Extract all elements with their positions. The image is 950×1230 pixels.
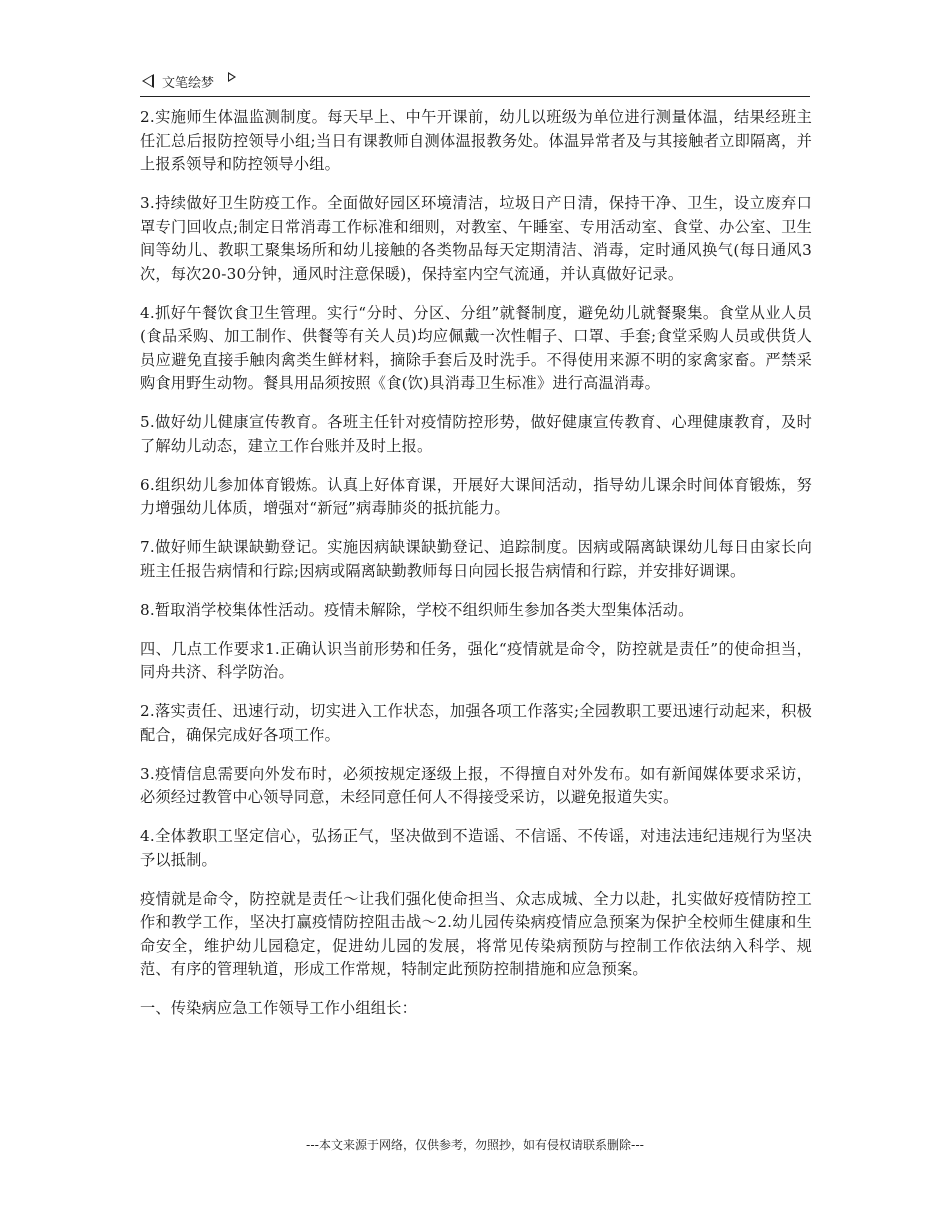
triangle-left-icon (142, 74, 154, 88)
paragraph: 4.全体教职工坚定信心，弘扬正气，坚决做到不造谣、不信谣、不传谣，对违法违纪违规行为坚决予以抵制。 (140, 827, 812, 869)
paragraph: 疫情就是命令，防控就是责任～让我们强化使命担当、众志成城、全力以赴，扎实做好疫情防控工作和教学工作，坚决打赢疫情防控阻击战～2.幼儿园传染病疫情应急预案为保护全校师生健康和生命安全，维护幼儿园稳定，促进幼儿园的发展，将常见传染病预防与控制工作依法纳入科学、规范、有序的管理轨道，形成工作常规，特制定此预防控制措施和应急预案。 (140, 889, 812, 978)
paragraph: 2.实施师生体温监测制度。每天早上、中午开课前，幼儿以班级为单位进行测量体温，结果经班主任汇总后报防控领导小组;当日有课教师自测体温报教务处。体温异常者及与其接触者立即隔离，并上报系领导和防控领导小组。 (140, 108, 812, 173)
brand-name: 文笔绘梦 (162, 76, 215, 91)
paragraph: 四、几点工作要求1.正确认识当前形势和任务，强化“疫情就是命令，防控就是责任”的使命担当，同舟共济、科学防治。 (140, 639, 812, 681)
paragraph: 2.落实责任、迅速行动，切实进入工作状态，加强各项工作落实;全园教职工要迅速行动起来，积极配合，确保完成好各项工作。 (140, 702, 812, 744)
document-body (140, 106, 812, 1036)
paragraph: 3.持续做好卫生防疫工作。全面做好园区环境清洁，垃圾日产日清，保持干净、卫生，设立废弃口罩专门回收点;制定日常消毒工作标准和细则，对教室、午睡室、专用活动室、食堂、办公室、卫生间等幼儿、教职工聚集场所和幼儿接触的各类物品每天定期清洁、消毒，定时通风换气(每日通风3次，每次20-30分钟，通风时注意保暖)，保持室内空气流通，并认真做好记录。 (140, 194, 812, 283)
paragraph: 8.暂取消学校集体性活动。疫情未解除，学校不组织师生参加各类大型集体活动。 (140, 600, 694, 619)
paragraph: 7.做好师生缺课缺勤登记。实施因病缺课缺勤登记、追踪制度。因病或隔离缺课幼儿每日由家长向班主任报告病情和行踪;因病或隔离缺勤教师每日向园长报告病情和行踪，并安排好调课。 (140, 538, 812, 580)
page-footer: ---本文来源于网络，仅供参考，勿照抄，如有侵权请联系删除--- (306, 1138, 644, 1152)
paragraph: 5.做好幼儿健康宣传教育。各班主任针对疫情防控形势，做好健康宣传教育、心理健康教育，及时了解幼儿动态，建立工作台账并及时上报。 (140, 413, 812, 455)
page-header (140, 68, 810, 97)
paragraph: 4.抓好午餐饮食卫生管理。实行“分时、分区、分组”就餐制度，避免幼儿就餐聚集。食堂从业人员(食品采购、加工制作、供餐等有关人员)均应佩戴一次性帽子、口罩、手套;食堂采购人员或供货人员应避免直接手触肉禽类生鲜材料，摘除手套后及时洗手。不得使用来源不明的家禽家畜。严禁采购食用野生动物。餐具用品须按照《食(饮)具消毒卫生标准》进行高温消毒。 (140, 303, 812, 392)
paragraph: 6.组织幼儿参加体育锻炼。认真上好体育课，开展好大课间活动，指导幼儿课余时间体育锻炼，努力增强幼儿体质，增强对“新冠”病毒肺炎的抵抗能力。 (140, 475, 812, 517)
paragraph: 一、传染病应急工作领导工作小组组长： (140, 999, 417, 1017)
paragraph: 3.疫情信息需要向外发布时，必须按规定逐级上报，不得擅自对外发布。如有新闻媒体要求采访，必须经过教管中心领导同意，未经同意任何人不得接受采访，以避免报道失实。 (140, 764, 812, 806)
triangle-right-icon (228, 72, 236, 82)
